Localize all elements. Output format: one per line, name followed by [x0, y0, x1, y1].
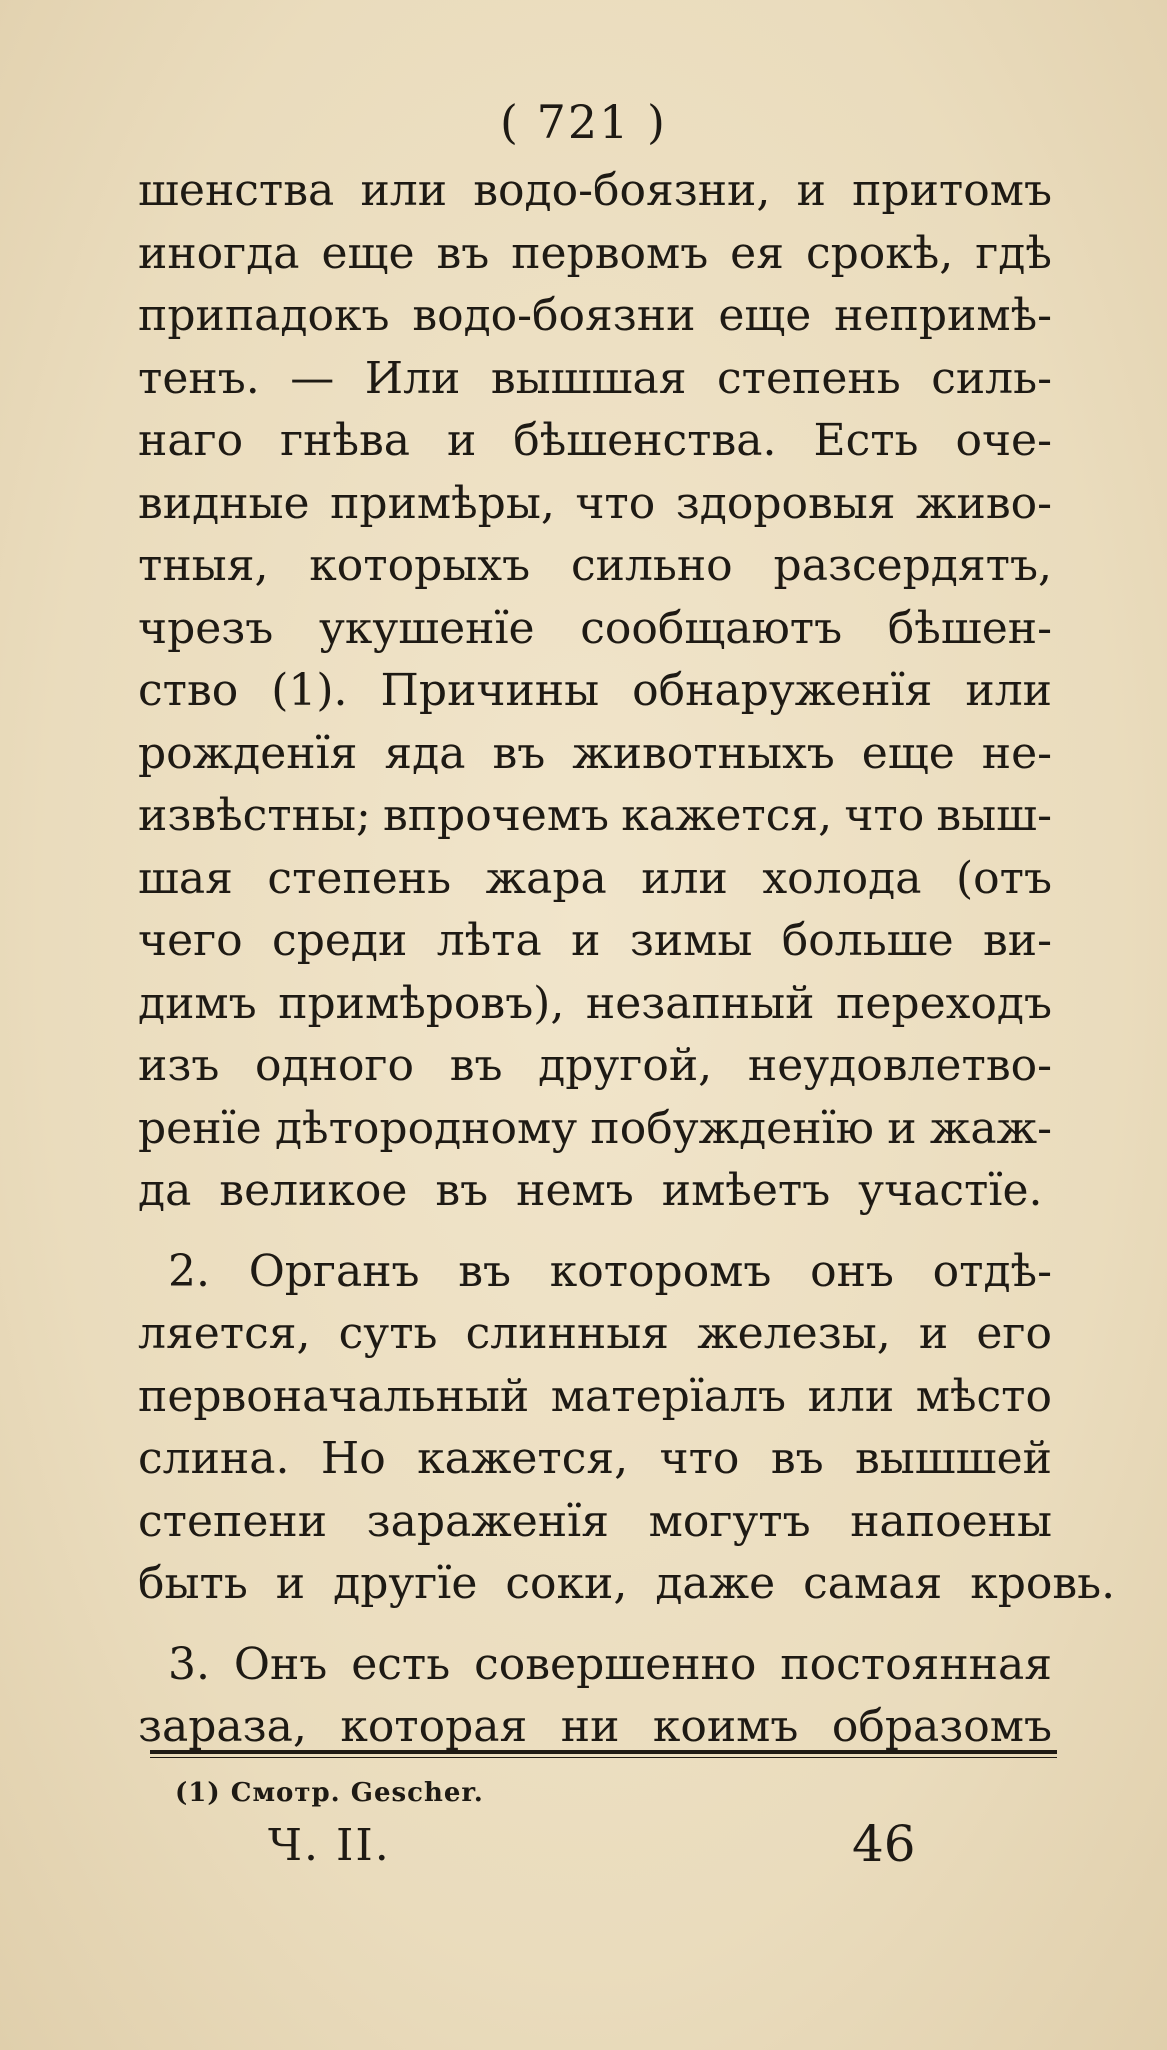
word: примѣровъ),	[278, 977, 565, 1029]
word: могутъ	[648, 1495, 811, 1547]
word: видные	[138, 477, 310, 529]
word: постоянная	[780, 1638, 1052, 1690]
word: ство	[138, 665, 239, 716]
word: шенства	[138, 165, 335, 216]
word: напоены	[850, 1495, 1052, 1547]
word: рожденїя	[138, 727, 358, 779]
text-line	[138, 1366, 1052, 1429]
word: въ	[458, 1245, 511, 1297]
word: первомъ	[511, 227, 709, 279]
word: здоровыя	[675, 477, 896, 529]
text-line	[138, 1634, 1052, 1697]
word: въ	[770, 1433, 824, 1484]
word: и	[446, 415, 477, 466]
word: и	[571, 915, 601, 966]
word: и	[918, 1308, 949, 1359]
word: гдѣ	[975, 227, 1052, 279]
text-line: да великое въ немъ имѣетъ участїе.	[138, 1165, 1043, 1216]
text-line	[138, 1428, 1052, 1491]
word: чрезъ	[138, 602, 274, 654]
word: сообщаютъ	[580, 602, 843, 654]
word: еще	[861, 727, 955, 779]
word: вышшей	[854, 1433, 1052, 1484]
word: первоначальный	[138, 1370, 530, 1422]
text-line	[138, 535, 1052, 598]
word: незапный	[585, 977, 815, 1029]
word: бѣшен-	[887, 602, 1052, 654]
word: есть	[351, 1638, 451, 1690]
word: матерїалъ	[550, 1370, 787, 1422]
word: его	[976, 1308, 1052, 1359]
paragraph	[138, 1241, 1116, 1616]
word: (отъ	[955, 852, 1052, 904]
word: припадокъ	[138, 290, 390, 341]
word: онъ	[810, 1245, 894, 1297]
word: бѣшенства.	[513, 415, 777, 466]
text-line	[138, 973, 1052, 1036]
word: 3.	[168, 1638, 210, 1690]
word: лѣта	[436, 915, 542, 966]
word: Онъ	[233, 1638, 328, 1690]
word: совершенно	[474, 1638, 757, 1690]
page-header: ( 721 )	[500, 95, 667, 149]
word: вышшая	[490, 352, 687, 404]
word: укушенїе	[318, 602, 535, 654]
text-line	[138, 285, 1052, 348]
word: —	[290, 352, 335, 404]
word: одного	[255, 1040, 414, 1091]
word: 2.	[168, 1245, 210, 1297]
word: слина.	[138, 1433, 290, 1484]
paragraph	[138, 160, 1052, 1223]
word: яда	[384, 727, 466, 779]
word: или	[641, 852, 728, 904]
word: въ	[492, 727, 546, 779]
word: оче-	[955, 415, 1052, 466]
footnote-rule-thin	[150, 1757, 1057, 1758]
word: изъ	[138, 1040, 220, 1091]
word: иногда	[138, 227, 300, 279]
word: разсердятъ,	[773, 540, 1052, 591]
word: степени	[138, 1495, 328, 1547]
word: больше	[781, 915, 954, 966]
word: мѣсто	[915, 1370, 1052, 1422]
word: еще	[321, 227, 415, 279]
text-line	[138, 1303, 1052, 1366]
text-line	[138, 598, 1052, 661]
word: зимы	[629, 915, 753, 966]
text-line	[138, 410, 1052, 473]
word: слинныя	[465, 1308, 670, 1359]
word: зараза,	[138, 1701, 307, 1752]
word: которая	[340, 1701, 528, 1752]
word: не-	[981, 727, 1052, 779]
word: извѣстны;	[138, 790, 371, 841]
word: примѣры,	[330, 477, 555, 529]
word: въ	[436, 227, 490, 279]
word: дѣтородному	[274, 1102, 578, 1154]
word: сильно	[570, 540, 733, 591]
page-number: 46	[852, 1815, 916, 1873]
word: (1).	[271, 665, 348, 716]
word: жаж-	[929, 1102, 1052, 1154]
word: или	[360, 165, 448, 216]
word: степень	[717, 352, 901, 404]
word: наго	[138, 415, 244, 466]
text-line	[138, 160, 1052, 223]
word: переходъ	[836, 977, 1052, 1029]
text-line	[138, 1491, 1052, 1554]
word: чего	[138, 915, 243, 966]
word: Причины	[380, 665, 600, 716]
text-line	[138, 1241, 1052, 1304]
word: ни	[560, 1701, 620, 1752]
word: впрочемъ	[382, 790, 610, 841]
text-line	[138, 723, 1052, 786]
paragraph-gap	[138, 1223, 1052, 1241]
word: неудовлетво-	[747, 1040, 1052, 1091]
text-line	[138, 848, 1052, 911]
text-block	[138, 160, 1116, 1759]
word: тныя,	[138, 540, 269, 591]
text-line	[138, 223, 1052, 286]
word: водо-боязни,	[473, 165, 771, 216]
text-line	[138, 473, 1052, 536]
word: Органъ	[248, 1245, 420, 1297]
word: ренїе	[138, 1102, 262, 1154]
word: тенъ.	[138, 352, 260, 404]
word: степень	[267, 852, 452, 904]
text-line	[138, 660, 1052, 723]
word: образомъ	[831, 1701, 1052, 1752]
word: животныхъ	[572, 727, 835, 779]
paragraph-gap	[138, 1616, 1052, 1634]
footnote: (1) Смотр. Gescher.	[175, 1778, 484, 1808]
word: срокѣ,	[805, 227, 954, 279]
word: водо-боязни	[412, 290, 696, 341]
word: и	[887, 1102, 917, 1154]
word: гнѣва	[280, 415, 410, 466]
word: жара	[485, 852, 607, 904]
word: Есть	[813, 415, 919, 466]
word: зараженїя	[366, 1495, 609, 1547]
word: ея	[730, 227, 784, 279]
word: которыхъ	[309, 540, 531, 591]
text-line	[138, 1035, 1052, 1098]
paragraph	[138, 1634, 1052, 1759]
word: силь-	[931, 352, 1052, 404]
word: отдѣ-	[932, 1245, 1052, 1297]
word: Или	[364, 352, 461, 404]
word: холода	[762, 852, 922, 904]
footnote-rule	[150, 1750, 1057, 1754]
word: или	[807, 1370, 895, 1422]
word: что	[844, 790, 925, 841]
word: что	[659, 1433, 740, 1484]
word: суть	[338, 1308, 438, 1359]
word: шая	[138, 852, 233, 904]
word: железы,	[697, 1308, 891, 1359]
text-line	[138, 910, 1052, 973]
word: димъ	[138, 977, 257, 1029]
word: выш-	[936, 790, 1052, 841]
signature-mark: Ч. II.	[268, 1820, 391, 1871]
word: побужденїю	[590, 1102, 874, 1154]
word: кажется,	[417, 1433, 629, 1484]
word: ляется,	[138, 1308, 311, 1359]
text-line: быть и другїе соки, даже самая кровь.	[138, 1558, 1116, 1609]
word: притомъ	[852, 165, 1052, 216]
word: коимъ	[652, 1701, 799, 1752]
word: Но	[320, 1433, 386, 1484]
word: среди	[272, 915, 408, 966]
word: которомъ	[549, 1245, 772, 1297]
word: непримѣ-	[834, 290, 1052, 341]
word: кажется,	[621, 790, 833, 841]
word: или	[965, 665, 1052, 716]
word: еще	[718, 290, 812, 341]
word: что	[575, 477, 656, 529]
word: и	[796, 165, 826, 216]
text-line	[138, 785, 1052, 848]
text-line	[138, 348, 1052, 411]
word: другой,	[538, 1040, 713, 1091]
word: ви-	[983, 915, 1052, 966]
page-body	[138, 160, 1116, 1759]
word: живо-	[916, 477, 1052, 529]
text-line	[138, 1098, 1052, 1161]
word: въ	[449, 1040, 503, 1091]
word: обнаруженїя	[632, 665, 933, 716]
